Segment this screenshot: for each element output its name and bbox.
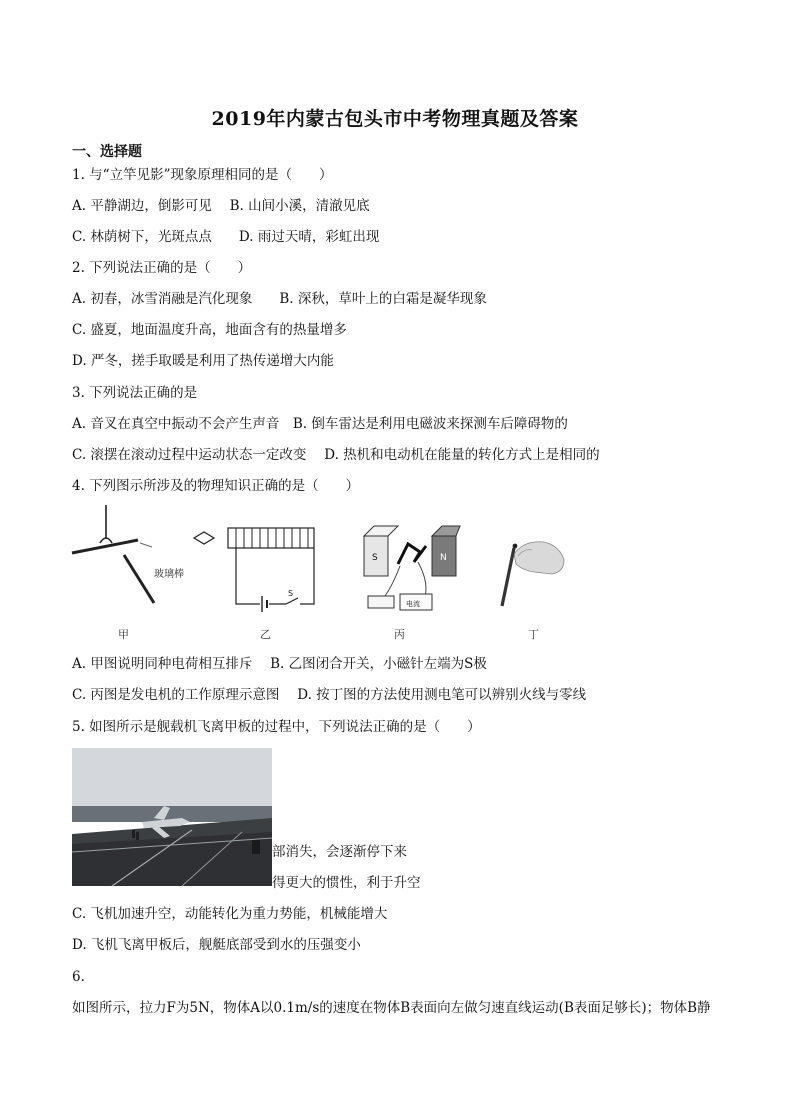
question-6-number: 6. (72, 969, 85, 985)
figure-ding (494, 534, 570, 608)
meter-label: 电流 (406, 600, 420, 608)
q5-option-a-tail: 部消失，会逐渐停下来 (272, 844, 407, 860)
q3-options-ab: A. 音叉在真空中振动不会产生声音 B. 倒车雷达是利用电磁波来探测车后障碍物的 (72, 416, 568, 432)
caption-bing: 丙 (394, 628, 405, 641)
glass-rod-label: 玻璃棒 (154, 569, 184, 580)
question-2: 2. 下列说法正确的是（ ） (72, 260, 252, 276)
magnet-n: N (440, 553, 447, 563)
q2-options-ab: A. 初春，冰雪消融是汽化现象 B. 深秋，草叶上的白霜是凝华现象 (72, 291, 487, 307)
q5-option-c: C. 飞机加速升空，动能转化为重力势能，机械能增大 (72, 906, 388, 922)
q1-options-cd: C. 林荫树下，光斑点点 D. 雨过天晴，彩虹出现 (72, 229, 380, 245)
q2-option-d: D. 严冬，搓手取暖是利用了热传递增大内能 (72, 353, 334, 369)
question-3: 3. 下列说法正确的是 (72, 385, 198, 401)
q1-options-ab: A. 平静湖边，倒影可见 B. 山间小溪，清澈见底 (72, 198, 370, 214)
question-5: 5. 如图所示是舰载机飞离甲板的过程中，下列说法正确的是（ ） (72, 719, 481, 735)
carrier-photo (72, 748, 272, 886)
q5-option-b-tail: 得更大的惯性，利于升空 (272, 875, 421, 891)
figure-jia (68, 503, 184, 603)
page-title: 2019年内蒙古包头市中考物理真题及答案 (211, 108, 579, 130)
q4-options-cd: C. 丙图是发电机的工作原理示意图 D. 按丁图的方法使用测电笔可以辨别火线与零线 (72, 687, 587, 703)
question-4: 4. 下列图示所涉及的物理知识正确的是（ ） (72, 478, 360, 494)
section-heading: 一、选择题 (72, 144, 142, 160)
q2-option-c: C. 盛夏，地面温度升高，地面含有的热量增多 (72, 322, 347, 338)
q5-option-d: D. 飞机飞离甲板后，舰艇底部受到水的压强变小 (72, 937, 361, 953)
caption-jia: 甲 (118, 628, 129, 641)
caption-yi: 乙 (260, 628, 271, 641)
switch-label: S (288, 589, 294, 598)
question-1: 1. 与“立竿见影”现象原理相同的是（ ） (72, 167, 333, 183)
question-6-text: 如图所示，拉力F为5N，物体A以0.1m/s的速度在物体B表面向左做匀速直线运动(B表面足够长)；物体B静 (72, 1000, 711, 1016)
figure-yi (190, 522, 320, 612)
magnet-s: S (372, 553, 378, 563)
q3-options-cd: C. 滚摆在滚动过程中运动状态一定改变 D. 热机和电动机在能量的转化方式上是相同的 (72, 447, 600, 463)
caption-ding: 丁 (528, 628, 539, 641)
q4-options-ab: A. 甲图说明同种电荷相互排斥 B. 乙图闭合开关，小磁针左端为S极 (72, 656, 487, 672)
figure-bing (360, 522, 460, 614)
